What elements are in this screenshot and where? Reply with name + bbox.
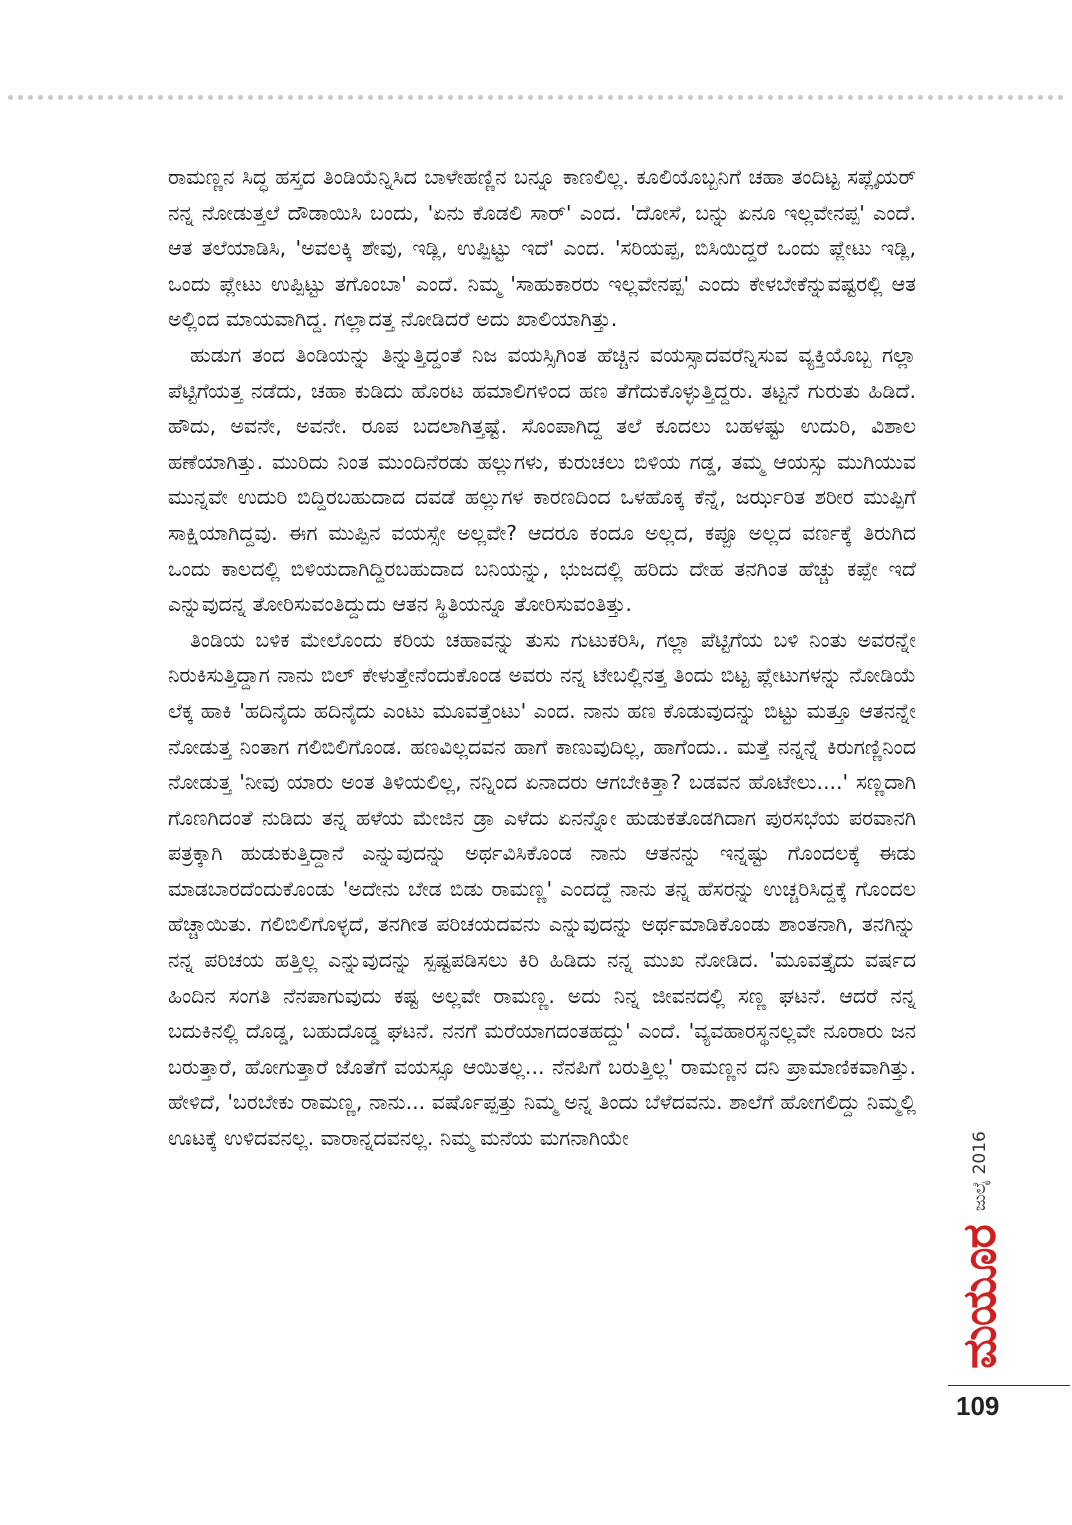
- top-dotted-rule: [8, 95, 1064, 100]
- magazine-side-label: [950, 1110, 1010, 1390]
- paragraph-1: ರಾಮಣ್ಣನ ಸಿದ್ಧ ಹಸ್ತದ ತಿಂಡಿಯೆನ್ನಿಸಿದ ಬಾಳೇಹಣ್ಣಿನ ಬನ್ನೂ ಕಾಣಲಿಲ್ಲ. ಕೂಲಿಯೊಬ್ಬನಿಗೆ ಚಹಾ ತಂದಿಟ್ಟ ಸಪ್ಲೈಯರ್ ನನ್ನ ನೋಡುತ್ತಲೆ ದೌಡಾಯಿಸಿ ಬಂದು, 'ಏನು ಕೊಡಲಿ ಸಾರ್' ಎಂದ. 'ದೋಸೆ, ಬನ್ನು ಏನೂ ಇಲ್ಲವೇನಪ್ಪ' ಎಂದೆ. ಆತ ತಲೆಯಾಡಿಸಿ, 'ಅವಲಕ್ಕಿ ಶೇವು, ಇಡ್ಲಿ, ಉಪ್ಪಿಟ್ಟು ಇದೆ' ಎಂದ. 'ಸರಿಯಪ್ಪ, ಬಿಸಿಯಿದ್ದರೆ ಒಂದು ಪ್ಲೇಟು ಇಡ್ಲಿ, ಒಂದು ಪ್ಲೇಟು ಉಪ್ಪಿಟ್ಟು ತಗೊಂಬಾ' ಎಂದೆ. ನಿಮ್ಮ 'ಸಾಹುಕಾರರು ಇಲ್ಲವೇನಪ್ಪ' ಎಂದು ಕೇಳಬೇಕೆನ್ನುವಷ್ಟರಲ್ಲಿ ಆತ ಅಲ್ಲಿಂದ ಮಾಯವಾಗಿದ್ದ. ಗಲ್ಲಾದತ್ತ ನೋಡಿದರೆ ಅದು ಖಾಲಿಯಾಗಿತ್ತು.: [168, 165, 916, 332]
- paragraph-2: ಹುಡುಗ ತಂದ ತಿಂಡಿಯನ್ನು ತಿನ್ನುತ್ತಿದ್ದಂತೆ ನಿಜ ವಯಸ್ಸಿಗಿಂತ ಹೆಚ್ಚಿನ ವಯಸ್ಸಾದವರೆನ್ನಿಸುವ ವ್ಯಕ್ತಿಯೊಬ್ಬ ಗಲ್ಲಾ ಪೆಟ್ಟಿಗೆಯತ್ತ ನಡೆದು, ಚಹಾ ಕುಡಿದು ಹೊರಟ ಹಮಾಲಿಗಳಿಂದ ಹಣ ತೆಗೆದುಕೊಳ್ಳುತ್ತಿದ್ದರು. ತಟ್ಟನೆ ಗುರುತು ಹಿಡಿದೆ. ಹೌದು, ಅವನೇ, ಅವನೇ. ರೂಪ ಬದಲಾಗಿತ್ತಷ್ಟೆ. ಸೊಂಪಾಗಿದ್ದ ತಲೆ ಕೂದಲು ಬಹಳಷ್ಟು ಉದುರಿ, ವಿಶಾಲ ಹಣೆಯಾಗಿತ್ತು. ಮುರಿದು ನಿಂತ ಮುಂದಿನೆರಡು ಹಲ್ಲುಗಳು, ಕುರುಚಲು ಬಿಳಿಯ ಗಡ್ಡ, ತಮ್ಮ ಆಯಸ್ಸು ಮುಗಿಯುವ ಮುನ್ನವೇ ಉದುರಿ ಬಿದ್ದಿರಬಹುದಾದ ದವಡೆ ಹಲ್ಲುಗಳ ಕಾರಣದಿಂದ ಒಳಹೊಕ್ಕ ಕೆನ್ನೆ, ಜರ್ಝರಿತ ಶರೀರ ಮುಪ್ಪಿಗೆ ಸಾಕ್ಷಿಯಾಗಿದ್ದವು. ಈಗ ಮುಪ್ಪಿನ ವಯಸ್ಸೇ ಅಲ್ಲವೇ? ಆದರೂ ಕಂದೂ ಅಲ್ಲದ, ಕಪ್ಪೂ ಅಲ್ಲದ ವರ್ಣಕ್ಕೆ ತಿರುಗಿದ ಒಂದು ಕಾಲದಲ್ಲಿ ಬಿಳಿಯದಾಗಿದ್ದಿರಬಹುದಾದ ಬನಿಯನ್ನು, ಭುಜದಲ್ಲಿ ಹರಿದು ದೇಹ ತನಗಿಂತ ಹೆಚ್ಚು ಕಪ್ಪೇ ಇದೆ ಎನ್ನುವುದನ್ನ ತೋರಿಸುವಂತಿದ್ದುದು ಆತನ ಸ್ಥಿತಿಯನ್ನೂ ತೋರಿಸುವಂತಿತ್ತು.: [168, 342, 916, 617]
- article-body: [168, 160, 916, 1157]
- magazine-masthead: [950, 1110, 1010, 1390]
- issue-date: ಜುಲೈ 2016: [970, 1131, 990, 1212]
- paragraph-3: ತಿಂಡಿಯ ಬಳಿಕ ಮೇಲೊಂದು ಕರಿಯ ಚಹಾವನ್ನು ತುಸು ಗುಟುಕರಿಸಿ, ಗಲ್ಲಾ ಪೆಟ್ಟಿಗೆಯ ಬಳಿ ನಿಂತು ಅವರನ್ನೇ ನಿರುಕಿಸುತ್ತಿದ್ದಾಗ ನಾನು ಬಿಲ್ ಕೇಳುತ್ತೇನೆಂದುಕೊಂಡ ಅವರು ನನ್ನ ಟೇಬಲ್ಲಿನತ್ತ ತಿಂದು ಬಿಟ್ಟ ಪ್ಲೇಟುಗಳನ್ನು ನೋಡಿಯೆ ಲೆಕ್ಕ ಹಾಕಿ 'ಹದಿನೈದು ಹದಿನೈದು ಎಂಟು ಮೂವತ್ತೆಂಟು' ಎಂದ. ನಾನು ಹಣ ಕೊಡುವುದನ್ನು ಬಿಟ್ಟು ಮತ್ತೂ ಆತನನ್ನೇ ನೋಡುತ್ತ ನಿಂತಾಗ ಗಲಿಬಿಲಿಗೊಂಡ. ಹಣವಿಲ್ಲದವನ ಹಾಗೆ ಕಾಣುವುದಿಲ್ಲ, ಹಾಗೆಂದು.. ಮತ್ತೆ ನನ್ನನ್ನೆ ಕಿರುಗಣ್ಣಿನಿಂದ ನೋಡುತ್ತ 'ನೀವು ಯಾರು ಅಂತ ತಿಳಿಯಲಿಲ್ಲ, ನನ್ನಿಂದ ಏನಾದರು ಆಗಬೇಕಿತ್ತಾ? ಬಡವನ ಹೊಟೇಲು....' ಸಣ್ಣದಾಗಿ ಗೊಣಗಿದಂತೆ ನುಡಿದು ತನ್ನ ಹಳೆಯ ಮೇಜಿನ ಡ್ರಾ ಎಳೆದು ಏನನ್ನೋ ಹುಡುಕತೊಡಗಿದಾಗ ಪುರಸಭೆಯ ಪರವಾನಗಿ ಪತ್ರಕ್ಕಾಗಿ ಹುಡುಕುತ್ತಿದ್ದಾನೆ ಎನ್ನುವುದನ್ನು ಅರ್ಥವಿಸಿಕೊಂಡ ನಾನು ಆತನನ್ನು ಇನ್ನಷ್ಟು ಗೊಂದಲಕ್ಕೆ ಈಡು ಮಾಡಬಾರದೆಂದುಕೊಂಡು 'ಅದೇನು ಬೇಡ ಬಿಡು ರಾಮಣ್ಣ' ಎಂದದ್ದೆ ನಾನು ತನ್ನ ಹೆಸರನ್ನು ಉಚ್ಚರಿಸಿದ್ದಕ್ಕೆ ಗೊಂದಲ ಹೆಚ್ಚಾಯಿತು. ಗಲಿಬಿಲಿಗೊಳ್ಳದೆ, ತನಗೀತ ಪರಿಚಯದವನು ಎನ್ನುವುದನ್ನು ಅರ್ಥಮಾಡಿಕೊಂಡು ಶಾಂತನಾಗಿ, ತನಗಿನ್ನು ನನ್ನ ಪರಿಚಯ ಹತ್ತಿಲ್ಲ ಎನ್ನುವುದನ್ನು ಸ್ಪಷ್ಟಪಡಿಸಲು ಕಿರಿ ಹಿಡಿದು ನನ್ನ ಮುಖ ನೋಡಿದ. 'ಮೂವತ್ತೈದು ವರ್ಷದ ಹಿಂದಿನ ಸಂಗತಿ ನೆನಪಾಗುವುದು ಕಷ್ಟ ಅಲ್ಲವೇ ರಾಮಣ್ಣ. ಅದು ನಿನ್ನ ಜೀವನದಲ್ಲಿ ಸಣ್ಣ ಘಟನೆ. ಆದರೆ ನನ್ನ ಬದುಕಿನಲ್ಲಿ ದೊಡ್ಡ, ಬಹುದೊಡ್ಡ ಘಟನೆ. ನನಗೆ ಮರೆಯಾಗದಂತಹದ್ದು' ಎಂದೆ. 'ವ್ಯವಹಾರಸ್ಥನಲ್ಲವೇ ನೂರಾರು ಜನ ಬರುತ್ತಾರೆ, ಹೋಗುತ್ತಾರೆ ಜೊತೆಗೆ ವಯಸ್ಸೂ ಆಯಿತಲ್ಲ... ನೆನಪಿಗೆ ಬರುತ್ತಿಲ್ಲ' ರಾಮಣ್ಣನ ದನಿ ಪ್ರಾಮಾಣಿಕವಾಗಿತ್ತು. ಹೇಳಿದೆ, 'ಬರಬೇಕು ರಾಮಣ್ಣ, ನಾನು... ವರ್ಷೊಪ್ಪತ್ತು ನಿಮ್ಮ ಅನ್ನ ತಿಂದು ಬೆಳೆದವನು. ಶಾಲೆಗೆ ಹೋಗಲಿದ್ದು ನಿಮ್ಮಲ್ಲಿ ಊಟಕ್ಕೆ ಉಳಿದವನಲ್ಲ. ವಾರಾನ್ನದವನಲ್ಲ. ನಿಮ್ಮ ಮನೆಯ ಮಗನಾಗಿಯೇ: [168, 627, 916, 1151]
- page-number: 109: [956, 1391, 1000, 1421]
- page-number-rule: [948, 1385, 1070, 1386]
- magazine-name: ಮಯೂರ: [952, 1225, 1006, 1369]
